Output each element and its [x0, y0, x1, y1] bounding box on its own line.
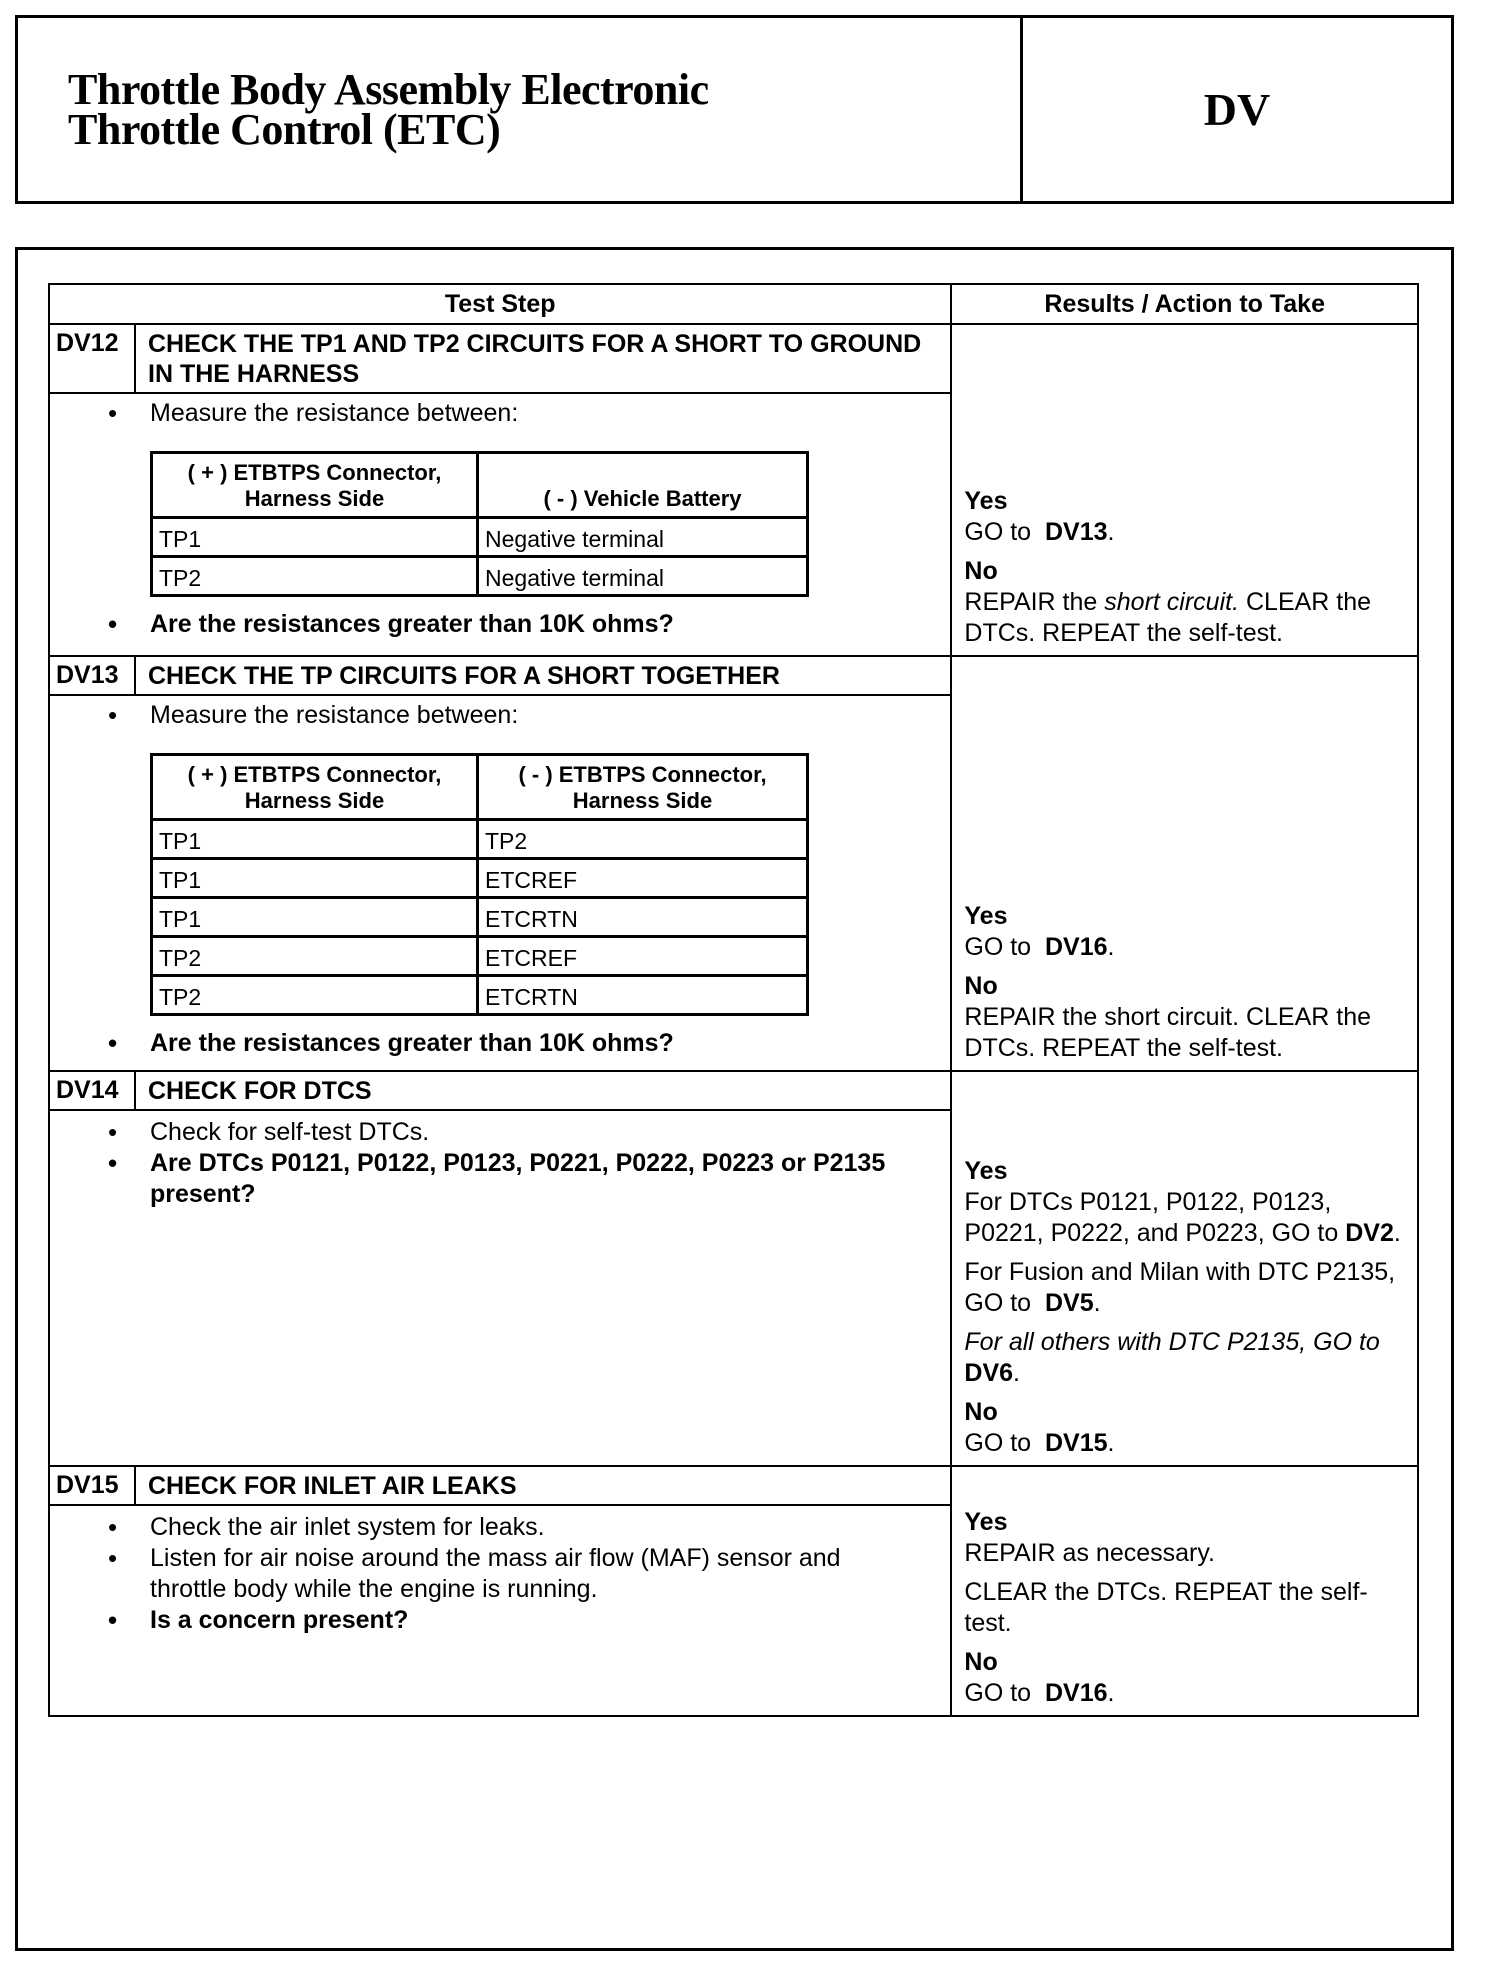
instruction: • Listen for air noise around the mass air flow (MAF) sensor and throttle body while the engine is running. — [150, 1543, 920, 1605]
meas-cell: TP2 — [152, 557, 478, 596]
goto-link-dv13[interactable]: DV13 — [1044, 518, 1108, 546]
step-title: CHECK THE TP1 AND TP2 CIRCUITS FOR A SHORT TO GROUND IN THE HARNESS — [135, 325, 950, 393]
step-title: CHECK FOR INLET AIR LEAKS — [135, 1467, 950, 1505]
yes-label: Yes — [964, 1508, 1008, 1536]
instruction: • Check for self-test DTCs. — [150, 1117, 920, 1148]
col-header-results: Results / Action to Take — [951, 284, 1418, 324]
no-label: No — [964, 1648, 998, 1676]
yes-text: CLEAR the DTCs. REPEAT the self-test. — [964, 1578, 1368, 1637]
no-text: GO to — [964, 1679, 1032, 1707]
yes-label: Yes — [964, 487, 1008, 515]
table-header-row — [49, 284, 1418, 324]
goto-link-dv16[interactable]: DV16 — [1044, 933, 1108, 961]
meas-row — [152, 898, 808, 937]
instruction: • Measure the resistance between: — [150, 700, 920, 731]
question: • Are the resistances greater than 10K ohms? — [150, 1028, 920, 1059]
no-text: CLEAR the DTCs. REPEAT the self-test. — [964, 588, 1372, 647]
meas-cell: TP2 — [152, 937, 478, 976]
meas-cell: Negative terminal — [478, 557, 808, 596]
meas-cell: ETCREF — [478, 859, 808, 898]
no-text: REPAIR the short circuit. CLEAR the DTCs. REPEAT the self-test. — [964, 1003, 1372, 1062]
instruction: • Check the air inlet system for leaks. — [150, 1512, 920, 1543]
no-text: REPAIR the — [964, 588, 1098, 616]
goto-link-dv16[interactable]: DV16 — [1044, 1679, 1108, 1707]
meas-cell: TP1 — [152, 518, 478, 557]
yes-text: For Fusion and Milan with DTC P2135, GO to — [964, 1258, 1396, 1317]
test-step-cell — [49, 324, 951, 656]
meas-cell: TP1 — [152, 859, 478, 898]
meas-row — [152, 557, 808, 596]
question: • Are DTCs P0121, P0122, P0123, P0221, P0222, P0223 or P2135 present? — [150, 1148, 920, 1210]
result-cell: Yes REPAIR as necessary. CLEAR the DTCs. REPEAT the self-test. No GO to DV16. — [951, 1466, 1418, 1716]
step-id: DV13 — [50, 657, 135, 695]
title-line-2: Throttle Control (ETC) — [68, 104, 501, 154]
table-row — [49, 656, 1418, 1071]
step-title: CHECK THE TP CIRCUITS FOR A SHORT TOGETHER — [135, 657, 950, 695]
no-text-italic: short circuit. — [1104, 588, 1240, 616]
goto-link-dv2[interactable]: DV2 — [1345, 1219, 1394, 1247]
yes-label: Yes — [964, 1157, 1008, 1185]
goto-link-dv5[interactable]: DV5 — [1044, 1289, 1094, 1317]
step-body — [50, 1110, 950, 1214]
step-title: CHECK FOR DTCS — [135, 1072, 950, 1110]
table-row — [49, 1071, 1418, 1466]
instruction: • Measure the resistance between: — [150, 398, 920, 429]
pinpoint-test-table — [48, 283, 1419, 1717]
meas-cell: TP2 — [152, 976, 478, 1015]
test-step-cell — [49, 1466, 951, 1716]
measurement-table — [150, 451, 809, 597]
meas-cell: ETCREF — [478, 937, 808, 976]
meas-row — [152, 820, 808, 859]
meas-header-positive: ( + ) ETBTPS Connector, Harness Side — [152, 453, 478, 518]
table-row — [49, 1466, 1418, 1716]
meas-row — [152, 859, 808, 898]
no-label: No — [964, 972, 998, 1000]
yes-label: Yes — [964, 902, 1008, 930]
step-id: DV14 — [50, 1072, 135, 1110]
meas-row — [152, 937, 808, 976]
step-body — [50, 393, 950, 644]
question: • Are the resistances greater than 10K ohms? — [150, 609, 920, 640]
step-id: DV15 — [50, 1467, 135, 1505]
yes-text: For DTCs P0121, P0122, P0123, P0221, P0222, and P0223, GO to — [964, 1188, 1339, 1247]
meas-cell: TP2 — [478, 820, 808, 859]
meas-cell: TP1 — [152, 898, 478, 937]
result-cell: Yes GO to DV16. No REPAIR the short circuit. CLEAR the DTCs. REPEAT the self-test. — [951, 656, 1418, 1071]
no-label: No — [964, 1398, 998, 1426]
measurement-table — [150, 753, 809, 1016]
yes-text: GO to — [964, 933, 1032, 961]
page-title — [18, 18, 1023, 201]
test-step-cell — [49, 1071, 951, 1466]
meas-header-positive: ( + ) ETBTPS Connector, Harness Side — [152, 755, 478, 820]
step-id: DV12 — [50, 325, 135, 393]
question: • Is a concern present? — [150, 1605, 920, 1636]
step-body — [50, 695, 950, 1063]
yes-text: GO to — [964, 518, 1032, 546]
test-step-cell — [49, 656, 951, 1071]
col-header-test-step: Test Step — [49, 284, 951, 324]
goto-link-dv6[interactable]: DV6 — [964, 1359, 1014, 1387]
meas-cell: TP1 — [152, 820, 478, 859]
table-row — [49, 324, 1418, 656]
step-body — [50, 1505, 950, 1640]
meas-header-negative: ( - ) Vehicle Battery — [478, 453, 808, 518]
result-cell: Yes For DTCs P0121, P0122, P0123, P0221, P0222, and P0223, GO to DV2. For Fusion and Milan with DTC P2135, GO to DV5. For all others with DTC P2135, GO to DV6. No GO to DV15. — [951, 1071, 1418, 1466]
title-line-1: Throttle Body Assembly Electronic — [68, 64, 709, 114]
result-cell: Yes GO to DV13. No REPAIR the short circuit. CLEAR the DTCs. REPEAT the self-test. — [951, 324, 1418, 656]
no-text: GO to — [964, 1429, 1032, 1457]
meas-cell: ETCRTN — [478, 976, 808, 1015]
no-label: No — [964, 557, 998, 585]
section-code: DV — [1203, 84, 1271, 135]
yes-text: For all others with DTC P2135, GO to — [964, 1328, 1380, 1356]
meas-header-negative: ( - ) ETBTPS Connector, Harness Side — [478, 755, 808, 820]
goto-link-dv15[interactable]: DV15 — [1044, 1429, 1108, 1457]
meas-cell: ETCRTN — [478, 898, 808, 937]
meas-cell: Negative terminal — [478, 518, 808, 557]
meas-row — [152, 518, 808, 557]
meas-row — [152, 976, 808, 1015]
page-header — [15, 15, 1454, 204]
yes-text: REPAIR as necessary. — [964, 1539, 1215, 1567]
